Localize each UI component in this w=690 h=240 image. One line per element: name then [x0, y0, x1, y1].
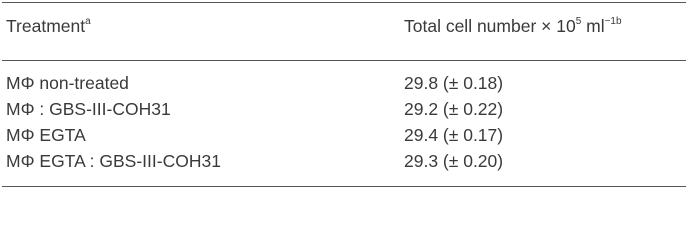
header-cell-count [404, 16, 622, 36]
row-treatment: MΦ : GBS-III-COH31 [6, 99, 171, 119]
top-rule [2, 2, 686, 3]
row-value: 29.4 (± 0.17) [404, 125, 504, 145]
row-treatment: MΦ EGTA : GBS-III-COH31 [6, 151, 221, 171]
header-count-exponent: 5 [575, 16, 582, 28]
header-treatment-text: Treatment [6, 16, 86, 36]
row-value: 29.3 (± 0.20) [404, 151, 504, 171]
header-count-unit: ml [581, 16, 605, 36]
row-value: 29.8 (± 0.18) [404, 73, 504, 93]
header-count-footnote: −1b [604, 16, 622, 28]
header-count-text: Total cell number × 10 [404, 16, 576, 36]
header-treatment [6, 16, 91, 36]
row-treatment: MΦ EGTA [6, 125, 86, 145]
row-value: 29.2 (± 0.22) [404, 99, 504, 119]
header-treatment-footnote: a [85, 16, 91, 28]
bottom-rule [2, 186, 686, 187]
header-rule [2, 60, 686, 61]
row-treatment: MΦ non-treated [6, 73, 129, 93]
